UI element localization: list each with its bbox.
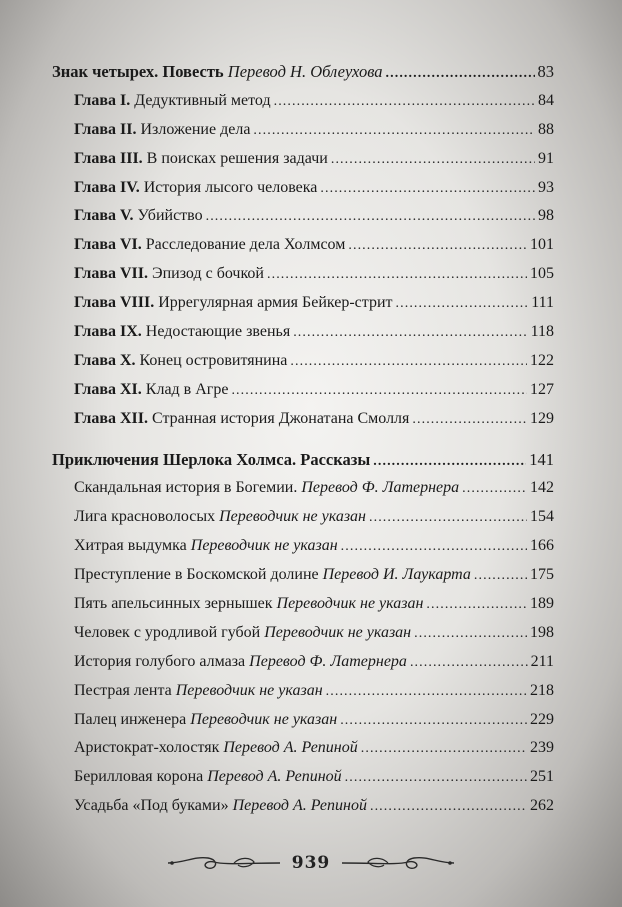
page-number: 101	[530, 236, 554, 254]
page-number: 189	[530, 595, 554, 613]
story-title: Человек с уродливой губой	[74, 623, 261, 641]
story-translator: Перевод А. Репиной	[207, 768, 342, 786]
toc-section-heading[interactable]	[52, 446, 554, 475]
page-number: 84	[538, 91, 554, 109]
leader-dots	[326, 678, 527, 707]
chapter-label: Глава IV.	[74, 178, 140, 196]
page-number: 105	[530, 265, 554, 283]
leader-dots	[290, 348, 527, 377]
leader-dots	[412, 406, 527, 435]
leader-dots	[320, 175, 535, 204]
story-title: Аристократ-холостяк	[74, 739, 220, 757]
chapter-label: Глава X.	[74, 351, 136, 369]
page-number: 211	[530, 652, 554, 670]
page-number: 142	[530, 479, 554, 497]
story-title: Усадьба «Под буками»	[74, 797, 229, 815]
story-title: Берилловая корона	[74, 768, 204, 786]
chapter-title: Расследование дела Холмсом	[145, 236, 346, 254]
chapter-title: В поисках решения задачи	[146, 149, 328, 167]
page-number: 198	[530, 623, 554, 641]
toc-story-row[interactable]	[52, 734, 554, 763]
toc-story-row[interactable]	[52, 706, 554, 735]
story-translator: Перевод Ф. Латернера	[301, 479, 460, 497]
leader-dots	[267, 261, 527, 290]
chapter-label: Глава XI.	[74, 380, 142, 398]
story-title: История голубого алмаза	[74, 652, 246, 670]
toc-story-row[interactable]	[52, 590, 554, 619]
section-title: Знак четырех. Повесть	[52, 62, 224, 81]
toc-story-row[interactable]	[52, 648, 554, 677]
toc-section-heading[interactable]	[52, 58, 554, 87]
chapter-label: Глава VII.	[74, 265, 148, 283]
toc-story-row[interactable]	[52, 619, 554, 648]
chapter-title: Эпизод с бочкой	[152, 265, 264, 283]
chapter-label: Глава V.	[74, 207, 134, 225]
table-of-contents	[52, 58, 554, 821]
chapter-title: Изложение дела	[140, 120, 251, 138]
leader-dots	[410, 649, 528, 678]
story-translator: Переводчик не указан	[175, 681, 323, 699]
story-translator: Перевод А. Репиной	[232, 797, 367, 815]
chapter-title: Дедуктивный метод	[134, 91, 271, 109]
toc-chapter-row[interactable]	[52, 260, 554, 289]
page-number: 239	[530, 739, 554, 757]
leader-dots	[206, 203, 535, 232]
leader-dots	[293, 319, 527, 348]
leader-dots	[341, 533, 527, 562]
chapter-label: Глава II.	[74, 120, 137, 138]
story-translator: Перевод Ф. Латернера	[249, 652, 407, 670]
leader-dots	[369, 504, 527, 533]
page-number: 218	[530, 681, 554, 699]
story-title: Лига красноволосых	[74, 508, 216, 526]
section-title: Приключения Шерлока Холмса. Рассказы	[52, 449, 371, 469]
page-number: 122	[530, 351, 554, 369]
page-number: 141	[529, 449, 554, 469]
story-title: Преступление в Боскомской долине	[74, 566, 319, 584]
toc-story-row[interactable]	[52, 503, 554, 532]
flourish-ornament-icon	[164, 848, 284, 878]
toc-chapter-row[interactable]	[52, 202, 554, 231]
leader-dots	[331, 146, 535, 175]
page-number: 175	[530, 566, 554, 584]
leader-dots	[348, 232, 527, 261]
leader-dots	[361, 735, 527, 764]
toc-story-row[interactable]	[52, 561, 554, 590]
leader-dots	[253, 117, 535, 146]
story-title: Скандальная история в Богемии.	[74, 479, 298, 497]
leader-dots	[274, 88, 535, 117]
page-footer	[0, 848, 622, 878]
story-translator: Перевод И. Лаукарта	[322, 566, 471, 584]
toc-story-row[interactable]	[52, 474, 554, 503]
leader-dots	[373, 448, 526, 477]
story-translator: Переводчик не указан	[219, 508, 366, 526]
folio-page-number: 939	[291, 853, 331, 873]
chapter-label: Глава IX.	[74, 323, 142, 341]
chapter-label: Глава VI.	[74, 236, 142, 254]
page-number: 129	[530, 409, 554, 427]
toc-story-row[interactable]	[52, 677, 554, 706]
leader-dots	[474, 562, 527, 591]
leader-dots	[370, 793, 527, 822]
page-number: 111	[531, 294, 554, 312]
story-translator: Переводчик не указан	[190, 710, 338, 728]
toc-chapter-row[interactable]	[52, 289, 554, 318]
flourish-ornament-icon	[338, 848, 458, 878]
toc-chapter-row[interactable]	[52, 376, 554, 405]
chapter-title: Конец островитянина	[139, 351, 288, 369]
toc-chapter-row[interactable]	[52, 318, 554, 347]
leader-dots	[426, 591, 527, 620]
leader-dots	[345, 764, 527, 793]
toc-story-row[interactable]	[52, 792, 554, 821]
chapter-title: Странная история Джонатана Смолля	[152, 409, 410, 427]
chapter-label: Глава I.	[74, 91, 131, 109]
story-title: Хитрая выдумка	[74, 537, 187, 555]
toc-chapter-row[interactable]	[52, 347, 554, 376]
chapter-title: Убийство	[137, 207, 203, 225]
section-spacer	[52, 434, 554, 446]
chapter-title: Недостающие звенья	[145, 323, 291, 341]
page-number: 83	[537, 62, 554, 81]
toc-chapter-row[interactable]	[52, 87, 554, 116]
toc-chapter-row[interactable]	[52, 145, 554, 174]
chapter-title: Клад в Агре	[145, 380, 229, 398]
page-number: 88	[538, 120, 554, 138]
chapter-label: Глава XII.	[74, 409, 148, 427]
toc-story-row[interactable]	[52, 763, 554, 792]
chapter-label: Глава VIII.	[74, 294, 155, 312]
page-number: 118	[530, 323, 554, 341]
story-translator: Переводчик не указан	[276, 595, 424, 613]
toc-story-row[interactable]	[52, 532, 554, 561]
page-number: 98	[538, 207, 554, 225]
leader-dots	[340, 707, 527, 736]
story-translator: Перевод А. Репиной	[223, 739, 358, 757]
page-number: 251	[530, 768, 554, 786]
section-translator: Перевод Н. Облеухова	[227, 62, 383, 81]
page-number: 127	[530, 380, 554, 398]
toc-chapter-row[interactable]	[52, 231, 554, 260]
chapter-title: Иррегулярная армия Бейкер-стрит	[158, 294, 393, 312]
chapter-title: История лысого человека	[143, 178, 318, 196]
toc-chapter-row[interactable]	[52, 116, 554, 145]
page-number: 91	[538, 149, 554, 167]
leader-dots	[462, 475, 527, 504]
page-number: 93	[538, 178, 554, 196]
leader-dots	[231, 377, 527, 406]
story-title: Палец инженера	[74, 710, 187, 728]
page-number: 154	[530, 508, 554, 526]
story-translator: Переводчик не указан	[190, 537, 338, 555]
story-title: Пять апельсинных зернышек	[74, 595, 273, 613]
page-number: 262	[530, 797, 554, 815]
page-number: 166	[530, 537, 554, 555]
story-title: Пестрая лента	[74, 681, 172, 699]
toc-chapter-row[interactable]	[52, 174, 554, 203]
leader-dots	[414, 620, 527, 649]
story-translator: Переводчик не указан	[264, 623, 412, 641]
toc-chapter-row[interactable]	[52, 405, 554, 434]
page-number: 229	[530, 710, 554, 728]
leader-dots	[386, 60, 535, 89]
leader-dots	[396, 290, 529, 319]
chapter-label: Глава III.	[74, 149, 143, 167]
